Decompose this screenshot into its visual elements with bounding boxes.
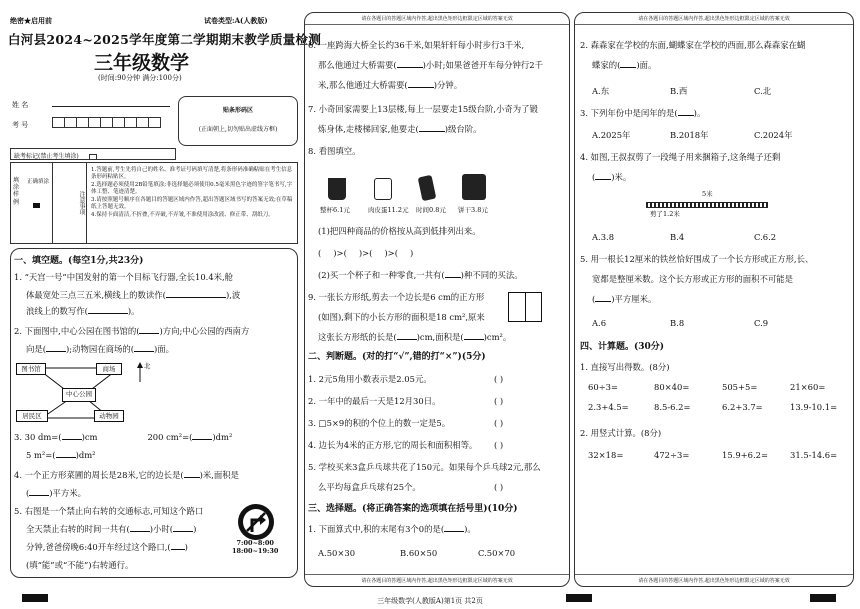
q7-line1: 7. 小奇回家需要上13层楼,每上一层要走15级台阶,小奇为了锻	[308, 104, 538, 114]
subject-title: 三年级数学	[94, 52, 190, 74]
judge-3-answer[interactable]: ( )	[494, 418, 504, 428]
egg-icon	[374, 178, 392, 200]
q9-line2: (如图),剩下的小长方形的面积是18 cm²,原来	[318, 312, 485, 322]
q1-line3: 浪线上的数写作( )。	[26, 306, 140, 316]
note-item: 4.保持卡面清洁,不折叠,不弄破,不弄皱,不准使用涂改液、修正带、刮纸刀。	[91, 211, 274, 218]
calc2-title: 2. 用竖式计算。(8分)	[580, 428, 662, 438]
judge-5-line1: 5. 学校买来3盒乒乓球共花了150元。如果每个乒乓球2元,那么	[308, 462, 541, 472]
section1-title: 一、填空题。(每空1分,共23分)	[14, 256, 144, 266]
q8-1: (1)把四种商品的价格按从高到低排列出来。	[318, 226, 481, 236]
q8-title: 8. 看图填空。	[308, 146, 361, 156]
warning-bottom: 请在各题目的答题区域内作答,超出黑色矩形边框限定区域的答案无效	[305, 574, 569, 586]
map-park: 中心公园	[62, 388, 96, 402]
calc2-c2: 472÷3=	[654, 450, 690, 460]
choice-2-line1: 2. 森森家在学校的东面,蝴蝶家在学校的西面,那么森森家在蝴	[580, 40, 806, 50]
warning-bottom: 请在各题目的答题区域内作答,超出黑色矩形边框限定区域的答案无效	[575, 574, 853, 586]
barcode-area	[178, 96, 298, 146]
choice-2-b: B.西	[670, 86, 688, 96]
choice-3-b: B.2018年	[670, 130, 709, 140]
choice-1-c: C.50×70	[478, 548, 516, 558]
corner-mark-right	[810, 594, 836, 602]
item-cup: 整杯6.1元	[320, 206, 350, 214]
q3-line1: 3. 30 dm=( )cm 200 cm²=( )dm²	[14, 432, 233, 442]
choice-2-a: A.东	[592, 86, 610, 96]
judge-2-answer[interactable]: ( )	[494, 396, 504, 406]
choice-4-a: A.3.8	[592, 232, 615, 242]
q6-line1: 6. 一座跨海大桥全长约36千米,如果轩轩每小时步行3千米,	[308, 40, 525, 50]
q9-line3: 这张长方形纸的长是( )cm,面积是( )cm²。	[318, 332, 512, 342]
choice-4-line1: 4. 如图,王叔叔剪了一段绳子用来捆箱子,这条绳子还剩	[580, 152, 781, 162]
choice-5-line1: 5. 用一根长12厘米的铁丝恰好围成了一个长方形或正方形,长、	[580, 254, 814, 264]
exam-no-grid[interactable]	[52, 117, 160, 128]
exam-no-label: 考 号	[12, 121, 29, 129]
sign-time: 7:00~8:00 18:00~19:30	[232, 539, 279, 555]
calc1-title: 1. 直接写出得数。(8分)	[580, 362, 670, 372]
calc2-c3: 15.9+6.2=	[722, 450, 769, 460]
note-item: 1.答题前,考生先将自己的姓名、准考证号码填写清楚,将条形码准确粘贴在考生信息条形码粘贴区。	[91, 167, 293, 181]
q5-line2: 全天禁止右转的时间一共有( )小时( )	[26, 524, 197, 534]
item-biscuit: 饼干3.8元	[458, 206, 488, 214]
choice-5-a: A.6	[592, 318, 607, 328]
section3-title: 三、选择题。(将正确答案的选项填在括号里)(10分)	[308, 504, 518, 514]
calc1-r1c1: 60÷3=	[588, 382, 619, 392]
rope-figure	[646, 202, 768, 208]
name-label: 姓 名	[12, 101, 29, 109]
exam-title: 白河县2024~2025学年度第二学期期末教学质量检测	[8, 32, 322, 47]
barcode-label: 贴条形码区	[222, 107, 253, 114]
judge-3: 3. □5×9的积的个位上的数一定是5。	[308, 418, 451, 428]
page-footer: 三年级数学(人教版A)第1页 共2页	[377, 597, 483, 605]
q5-line3: 分钟,爸爸傍晚6:40开车经过这个路口,( )	[26, 542, 188, 552]
warning-top: 请在各题目的答题区域内作答,超出黑色矩形边框限定区域的答案无效	[305, 13, 569, 25]
rectangle-figure	[508, 292, 542, 322]
name-field[interactable]	[52, 106, 170, 107]
choice-5-line2: 宽都是整厘米数。这个长方形或正方形的面积不可能是	[592, 274, 793, 284]
q5-line1: 5. 右图是一个禁止向右转的交通标志,可知这个路口	[14, 506, 204, 516]
judge-5-line2: 么平均每盒乒乓球有25个。	[318, 482, 421, 492]
note-item: 3.请按照题号顺序在各题目的答题区域内作答,超出答题区域书写的答案无效;在草稿纸上答题无效。	[91, 196, 293, 211]
calc2-c4: 31.5-14.6=	[790, 450, 838, 460]
calc1-r1c2: 80×40=	[654, 382, 690, 392]
notes-box	[10, 162, 298, 244]
time-info: (时间:90分钟 满分:100分)	[98, 74, 182, 82]
calc1-r2c2: 8.5-6.2=	[654, 402, 691, 412]
notes-header: 注意事项	[55, 163, 87, 243]
judge-5-answer[interactable]: ( )	[494, 482, 504, 492]
q5-line4: (填“能”或“不能”)右转通行。	[26, 560, 134, 570]
judge-1: 1. 2元5角用小数表示是2.05元。	[308, 374, 432, 384]
map-north: 北	[144, 362, 151, 370]
calc1-r2c3: 6.2+3.7=	[722, 402, 763, 412]
map-residential: 居民区	[16, 410, 48, 422]
sample-area	[11, 163, 53, 243]
section4-title: 四、计算题。(30分)	[580, 342, 665, 352]
q4-line2: ( )平方米。	[26, 488, 87, 498]
q9-line1: 9. 一张长方形纸,剪去一个边长是6 cm的正方形	[308, 292, 485, 302]
absent-label: 缺考标记(禁止考生填涂)	[14, 153, 79, 160]
choice-1-b: B.60×50	[400, 548, 438, 558]
sample-label: 填涂样例	[13, 177, 20, 206]
q6-line3: 米,那么他通过大桥需要( )分钟。	[318, 80, 463, 90]
cup-icon	[328, 178, 346, 200]
choice-5-line3: ( )平方厘米。	[592, 294, 657, 304]
q3-line2: 5 m²=( )dm²	[26, 450, 96, 460]
q1-line1: 1. “天宫一号”中国发射的第一个目标飞行器,全长10.4米,舱	[14, 272, 234, 282]
q2-line2: 向是( );动物园在商场的( )面。	[26, 344, 175, 354]
item-snack: 时间0.8元	[416, 206, 446, 214]
sample-mark	[33, 203, 40, 208]
map-library: 图书馆	[16, 363, 46, 375]
correct-label: 正确填涂	[27, 179, 50, 185]
map-mall: 商场	[96, 363, 122, 375]
calc2-c1: 32×18=	[588, 450, 624, 460]
choice-1: 1. 下面算式中,积的末尾有3个0的是( )。	[308, 524, 476, 534]
corner-mark-left	[22, 594, 48, 602]
choice-4-b: B.4	[670, 232, 685, 242]
q1-line2: 体最宽处三点三五米,横线上的数读作( ),波	[26, 290, 241, 300]
judge-1-answer[interactable]: ( )	[494, 374, 504, 384]
rope-cut: 剪了1.2米	[650, 210, 680, 218]
section2-title: 二、判断题。(对的打“√”,错的打“×”)(5分)	[308, 352, 486, 362]
warning-top: 请在各题目的答题区域内作答,超出黑色矩形边框限定区域的答案无效	[575, 13, 853, 25]
rope-total: 5米	[702, 190, 713, 198]
choice-5-b: B.8	[670, 318, 685, 328]
choice-4-line2: ( )米。	[592, 172, 632, 182]
q7-line2: 炼身体,走楼梯回家,他要走( )级台阶。	[318, 124, 482, 134]
choice-2-line2: 蝶家的( )面。	[592, 60, 657, 70]
map-zoo: 动物园	[94, 410, 124, 422]
choice-3-c: C.2024年	[754, 130, 793, 140]
choice-1-a: A.50×30	[318, 548, 356, 558]
q2-line1: 2. 下面图中,中心公园在图书馆的( )方向;中心公园的西南方	[14, 326, 250, 336]
item-egg: 肉皮蛋11.2元	[368, 206, 409, 214]
biscuit-icon	[462, 174, 486, 200]
absent-checkbox[interactable]	[89, 154, 97, 160]
judge-4: 4. 边长为4米的正方形,它的周长和面积相等。	[308, 440, 478, 450]
notes-text	[91, 167, 297, 219]
choice-4-c: C.6.2	[754, 232, 777, 242]
calc1-r2c4: 13.9-10.1=	[790, 402, 838, 412]
calc1-r2c1: 2.3+4.5=	[588, 402, 629, 412]
judge-4-answer[interactable]: ( )	[494, 440, 504, 450]
calc1-r1c3: 505+5=	[722, 382, 758, 392]
q8-2: (2)买一个杯子和一种零食,一共有( )种不同的买法。	[318, 270, 523, 280]
paper-type: 试卷类型:A(人教版)	[204, 16, 268, 25]
corner-mark-middle	[566, 594, 592, 602]
choice-3: 3. 下列年份中是闰年的是( )。	[580, 108, 706, 118]
judge-2: 2. 一年中的最后一天是12月30日。	[308, 396, 441, 406]
q8-1-fill: ( )>( )>( )>( )	[318, 248, 414, 258]
absent-mark[interactable]	[10, 148, 176, 160]
calc1-r1c4: 21×60=	[790, 382, 826, 392]
choice-2-c: C.北	[754, 86, 772, 96]
barcode-hint: (正面朝上,切勿贴出虚线方框)	[198, 126, 278, 133]
note-item: 2.选择题必须使用2B铅笔填涂;非选择题必须使用0.5毫米黑色字迹的签字笔书写,字体工整、笔迹清楚。	[91, 181, 293, 196]
right-turn-arrow-icon	[244, 510, 268, 534]
choice-3-a: A.2025年	[592, 130, 631, 140]
q4-line1: 4. 一个正方形菜圃的周长是28米,它的边长是( )米,面积是	[14, 470, 240, 480]
q6-line2: 那么他通过大桥需要( )小时;如果爸爸开车每分钟行2千	[318, 60, 543, 70]
secret-label: 绝密★启用前	[10, 16, 52, 25]
choice-5-c: C.9	[754, 318, 769, 328]
